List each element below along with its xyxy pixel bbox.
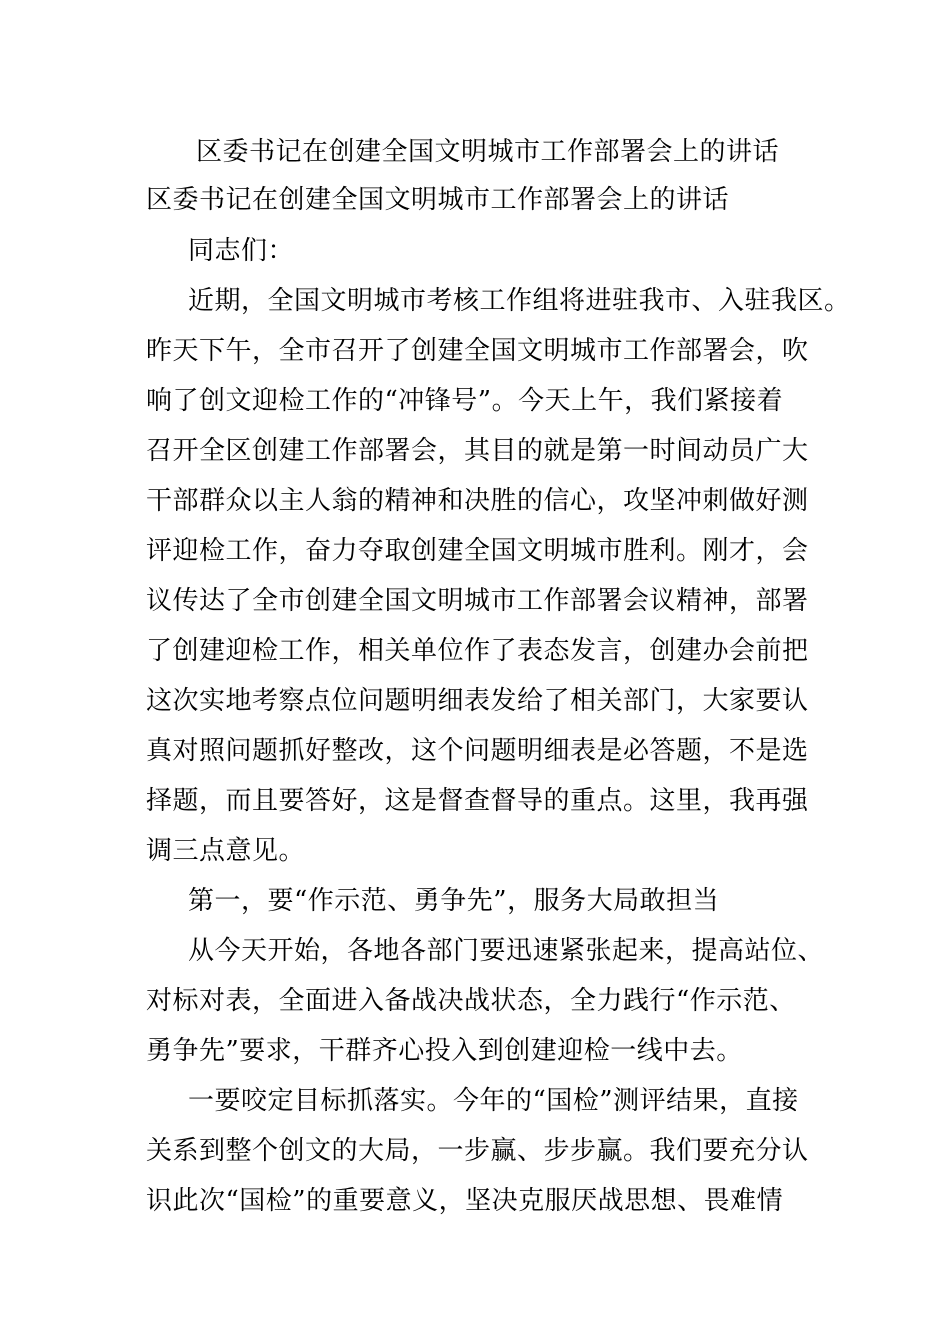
section-heading: 第一，要“作示范、勇争先”，服务大局敢担当 bbox=[188, 886, 720, 916]
document-subtitle: 区委书记在创建全国文明城市工作部署会上的讲话 bbox=[146, 185, 730, 215]
paragraph-line: 评迎检工作，奋力夺取创建全国文明城市胜利。刚才，会 bbox=[146, 536, 809, 566]
paragraph-line: 干部群众以主人翁的精神和决胜的信心，攻坚冲刺做好测 bbox=[146, 486, 809, 516]
paragraph-line: 调三点意见。 bbox=[146, 836, 306, 866]
paragraph-line: 勇争先”要求，干群齐心投入到创建迎检一线中去。 bbox=[146, 1036, 743, 1066]
paragraph-line: 响了创文迎检工作的“冲锋号”。今天上午，我们紧接着 bbox=[146, 386, 784, 416]
paragraph-line: 一要咬定目标抓落实。今年的“国检”测评结果，直接 bbox=[188, 1086, 799, 1116]
salutation: 同志们： bbox=[188, 236, 295, 266]
paragraph-line: 真对照问题抓好整改，这个问题明细表是必答题，不是选 bbox=[146, 736, 809, 766]
paragraph-line: 这次实地考察点位问题明细表发给了相关部门，大家要认 bbox=[146, 686, 809, 716]
document-title: 区委书记在创建全国文明城市工作部署会上的讲话 bbox=[196, 137, 780, 167]
paragraph-line: 关系到整个创文的大局，一步赢、步步赢。我们要充分认 bbox=[146, 1136, 809, 1166]
paragraph-line: 近期，全国文明城市考核工作组将进驻我市、入驻我区。 bbox=[188, 286, 851, 316]
paragraph-line: 择题，而且要答好，这是督查督导的重点。这里，我再强 bbox=[146, 786, 809, 816]
paragraph-line: 识此次“国检”的重要意义，坚决克服厌战思想、畏难情 bbox=[146, 1186, 784, 1216]
paragraph-line: 召开全区创建工作部署会，其目的就是第一时间动员广大 bbox=[146, 436, 809, 466]
document-body bbox=[146, 231, 851, 1231]
paragraph-line: 昨天下午，全市召开了创建全国文明城市工作部署会，吹 bbox=[146, 336, 809, 366]
paragraph-line: 议传达了全市创建全国文明城市工作部署会议精神，部署 bbox=[146, 586, 809, 616]
paragraph-line: 了创建迎检工作，相关单位作了表态发言，创建办会前把 bbox=[146, 636, 809, 666]
paragraph-line: 从今天开始，各地各部门要迅速紧张起来，提高站位、 bbox=[188, 936, 825, 966]
paragraph-line: 对标对表，全面进入备战决战状态，全力践行“作示范、 bbox=[146, 986, 796, 1016]
